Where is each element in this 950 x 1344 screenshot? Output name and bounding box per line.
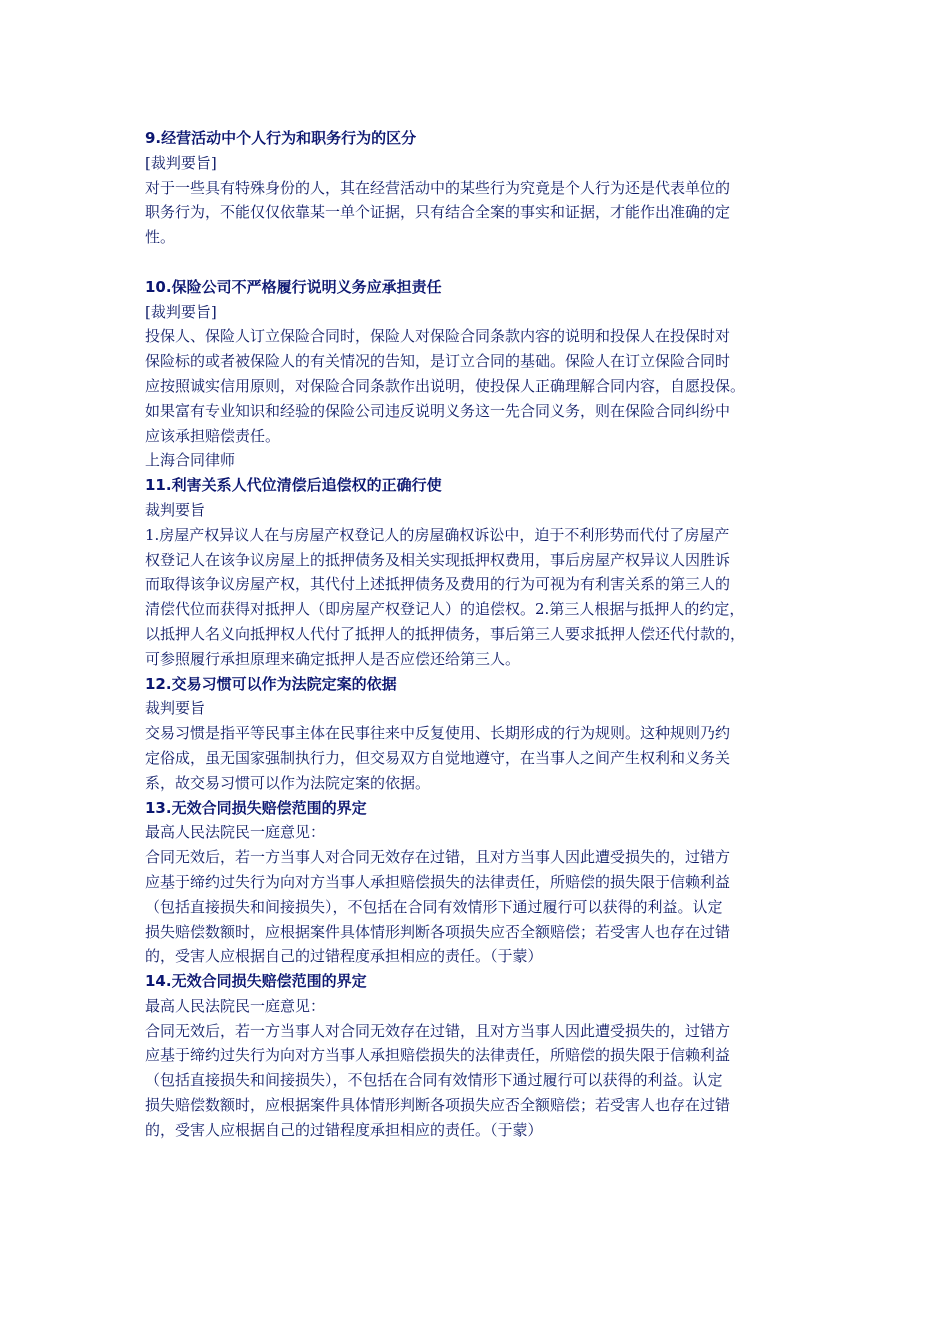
section-10	[145, 275, 810, 473]
section-12	[145, 672, 810, 796]
section-title: 13.无效合同损失赔偿范围的界定	[145, 798, 367, 817]
blank-line	[145, 250, 810, 275]
paragraph-line: 合同无效后，若一方当事人对合同无效存在过错，且对方当事人因此遭受损失的，过错方	[145, 1021, 731, 1040]
section-13	[145, 796, 810, 970]
paragraph-line: 清偿代位而获得对抵押人（即房屋产权登记人）的追偿权。2.第三人根据与抵押人的约定，	[145, 600, 745, 619]
section-14	[145, 969, 810, 1143]
section-title: 14.无效合同损失赔偿范围的界定	[145, 972, 367, 991]
paragraph-line: 损失赔偿数额时，应根据案件具体情形判断各项损失应否全额赔偿；若受害人也存在过错	[145, 922, 731, 941]
paragraph-line: 对于一些具有特殊身份的人，其在经营活动中的某些行为究竟是个人行为还是代表单位的	[145, 178, 731, 197]
section-label: [裁判要旨]	[145, 302, 217, 321]
paragraph-line: 投保人、保险人订立保险合同时，保险人对保险合同条款内容的说明和投保人在投保时对	[145, 327, 731, 346]
paragraph-line: （包括直接损失和间接损失），不包括在合同有效情形下通过履行可以获得的利益。认定	[145, 1071, 723, 1090]
section-9	[145, 126, 810, 250]
paragraph-line: 可参照履行承担原理来确定抵押人是否应偿还给第三人。	[145, 649, 521, 668]
paragraph-line: 应基于缔约过失行为向对方当事人承担赔偿损失的法律责任，所赔偿的损失限于信赖利益	[145, 872, 731, 891]
paragraph-line: 应基于缔约过失行为向对方当事人承担赔偿损失的法律责任，所赔偿的损失限于信赖利益	[145, 1046, 731, 1065]
section-label: 最高人民法院民一庭意见：	[145, 996, 326, 1015]
paragraph-line: 应该承担赔偿责任。	[145, 426, 281, 445]
paragraph-line: 性。	[145, 228, 176, 247]
paragraph-line: （包括直接损失和间接损失），不包括在合同有效情形下通过履行可以获得的利益。认定	[145, 897, 723, 916]
paragraph-line: 的，受害人应根据自己的过错程度承担相应的责任。（于蒙）	[145, 1120, 543, 1139]
section-label: 裁判要旨	[145, 500, 206, 519]
paragraph-line: 交易习惯是指平等民事主体在民事往来中反复使用、长期形成的行为规则。这种规则乃约	[145, 724, 731, 743]
section-title: 9.经营活动中个人行为和职务行为的区分	[145, 129, 417, 147]
section-title: 12.交易习惯可以作为法院定案的依据	[145, 674, 397, 693]
section-title: 11.利害关系人代位清偿后追偿权的正确行使	[145, 476, 442, 495]
paragraph-line: 1.房屋产权异议人在与房屋产权登记人的房屋确权诉讼中，迫于不利形势而代付了房屋产	[145, 525, 730, 544]
section-11	[145, 473, 810, 671]
paragraph-line: 系，故交易习惯可以作为法院定案的依据。	[145, 773, 431, 792]
paragraph-line: 而取得该争议房屋产权，其代付上述抵押债务及费用的行为可视为有利害关系的第三人的	[145, 575, 731, 594]
section-label: 裁判要旨	[145, 699, 206, 718]
document-page	[145, 126, 810, 1143]
paragraph-line: 应按照诚实信用原则，对保险合同条款作出说明，使投保人正确理解合同内容，自愿投保。	[145, 376, 746, 395]
paragraph-line: 如果富有专业知识和经验的保险公司违反说明义务这一先合同义务，则在保险合同纠纷中	[145, 401, 731, 420]
section-label: 最高人民法院民一庭意见：	[145, 823, 326, 842]
paragraph-line: 以抵押人名义向抵押权人代付了抵押人的抵押债务，事后第三人要求抵押人偿还代付款的，	[145, 624, 746, 643]
section-label: [裁判要旨]	[145, 153, 217, 172]
source-note: 上海合同律师	[145, 451, 236, 470]
paragraph-line: 损失赔偿数额时，应根据案件具体情形判断各项损失应否全额赔偿；若受害人也存在过错	[145, 1096, 731, 1115]
paragraph-line: 合同无效后，若一方当事人对合同无效存在过错，且对方当事人因此遭受损失的，过错方	[145, 848, 731, 867]
paragraph-line: 职务行为，不能仅仅依靠某一单个证据，只有结合全案的事实和证据，才能作出准确的定	[145, 203, 731, 222]
section-title: 10.保险公司不严格履行说明义务应承担责任	[145, 277, 442, 296]
paragraph-line: 定俗成，虽无国家强制执行力，但交易双方自觉地遵守，在当事人之间产生权利和义务关	[145, 748, 731, 767]
paragraph-line: 权登记人在该争议房屋上的抵押债务及相关实现抵押权费用，事后房屋产权异议人因胜诉	[145, 550, 731, 569]
paragraph-line: 保险标的或者被保险人的有关情况的告知，是订立合同的基础。保险人在订立保险合同时	[145, 352, 731, 371]
paragraph-line: 的，受害人应根据自己的过错程度承担相应的责任。（于蒙）	[145, 947, 543, 966]
